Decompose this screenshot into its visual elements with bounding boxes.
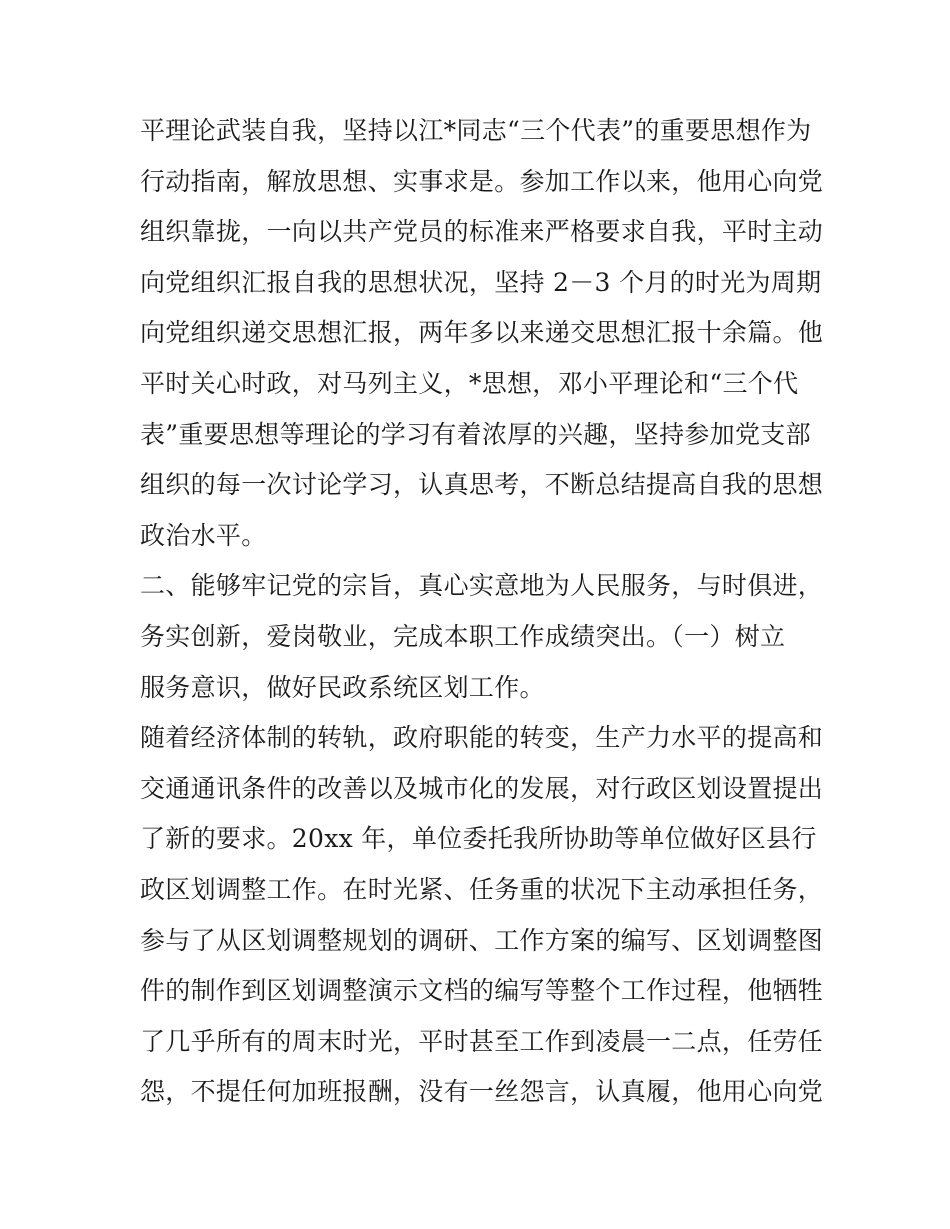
text-line: 组织靠拢，一向以共产党员的标准来严格要求自我，平时主动 <box>140 217 824 247</box>
body-text <box>140 106 824 1118</box>
text-line: 参与了从区划调整规划的调研、工作方案的编写、区划调整图 <box>140 925 824 955</box>
text-line: 行动指南，解放思想、实事求是。参加工作以来，他用心向党 <box>140 166 824 196</box>
text-line: 了几乎所有的周末时光，平时甚至工作到凌晨一二点，任劳任 <box>140 1026 824 1056</box>
text-line: 随着经济体制的转轨，政府职能的转变，生产力水平的提高和 <box>140 723 824 753</box>
text-line: 向党组织递交思想汇报，两年多以来递交思想汇报十余篇。他 <box>140 318 824 348</box>
section-heading-line: 务实创新，爱岗敬业，完成本职工作成绩突出。（一）树立 <box>140 621 786 651</box>
text-line: 组织的每一次讨论学习，认真思考，不断总结提高自我的思想 <box>140 470 824 500</box>
text-line: 了新的要求。20xx 年，单位委托我所协助等单位做好区县行 <box>140 824 817 854</box>
text-line: 平理论武装自我，坚持以江*同志“三个代表”的重要思想作为 <box>140 116 812 145</box>
section-heading-line: 服务意识，做好民政系统区划工作。 <box>140 672 545 702</box>
text-line: 向党组织汇报自我的思想状况，坚持 2－3 个月的时光为周期 <box>140 267 822 297</box>
text-line: 交通通讯条件的改善以及城市化的发展，对行政区划设置提出 <box>140 773 824 803</box>
text-line: 政区划调整工作。在时光紧、任务重的状况下主动承担任务， <box>140 874 824 904</box>
section-heading-line: 二、能够牢记党的宗旨，真心实意地为人民服务，与时俱进， <box>140 571 824 601</box>
text-line: 件的制作到区划调整演示文档的编写等整个工作过程，他牺牲 <box>140 976 824 1006</box>
text-line: 表”重要思想等理论的学习有着浓厚的兴趣，坚持参加党支部 <box>140 419 811 449</box>
text-line: 怨，不提任何加班报酬，没有一丝怨言，认真履，他用心向党 <box>140 1077 824 1107</box>
text-line: 政治水平。 <box>140 520 267 550</box>
text-line: 平时关心时政，对马列主义，*思想，邓小平理论和“三个代 <box>140 368 799 398</box>
